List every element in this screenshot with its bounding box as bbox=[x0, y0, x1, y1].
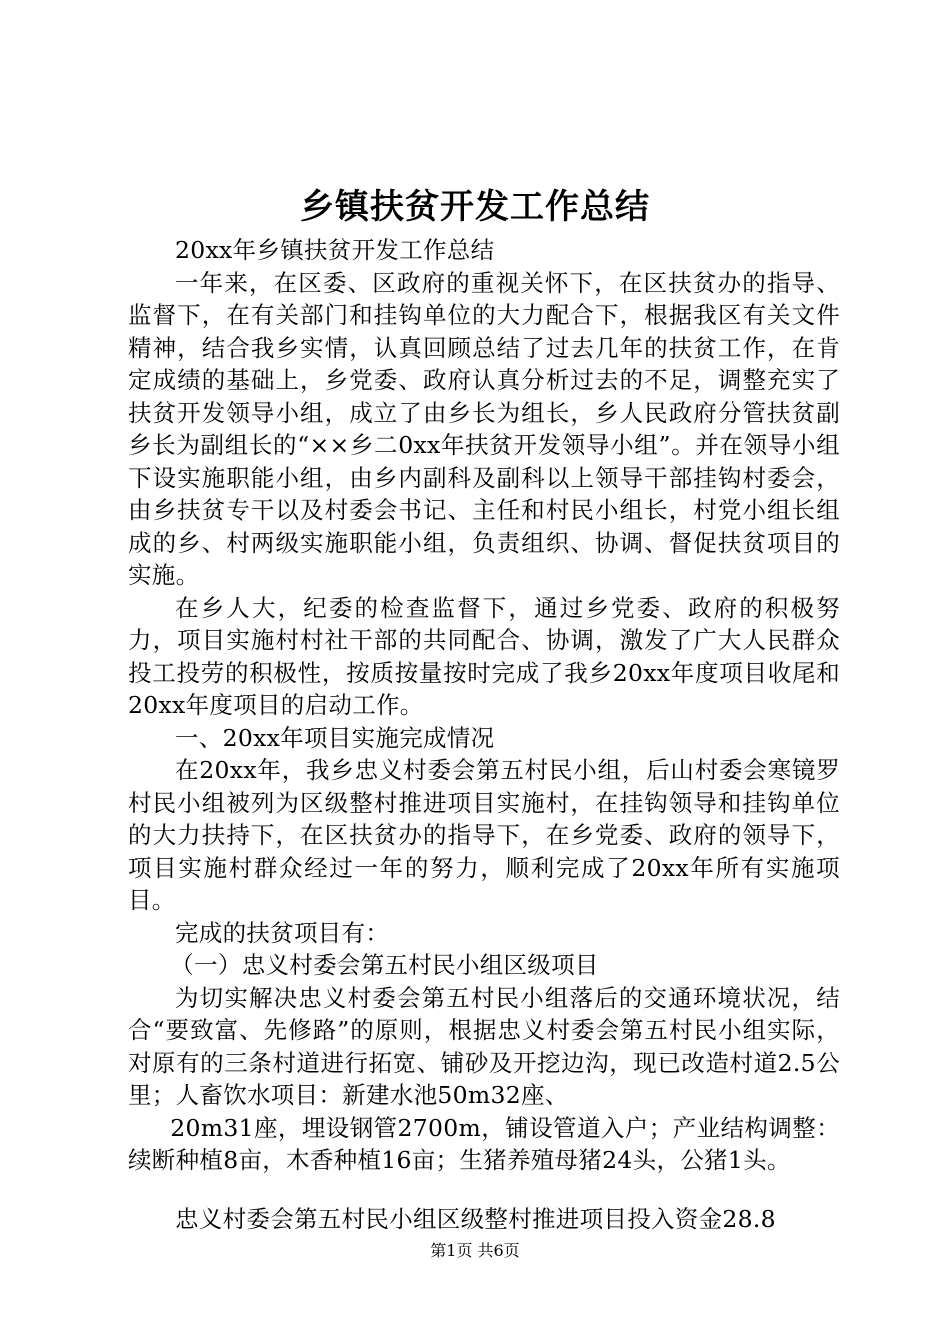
body-paragraph: 在乡人大，纪委的检查监督下，通过乡党委、政府的积极努力，项目实施村村社干部的共同配合、协调，激发了广大人民群众投工投劳的积极性，按质按量按时完成了我乡20xx年度项目收尾和20xx年度项目的启动工作。 bbox=[128, 593, 840, 719]
document-title: 乡镇扶贫开发工作总结 bbox=[300, 187, 650, 227]
subsection-heading: （一）忠义村委会第五村民小组区级项目 bbox=[170, 951, 599, 979]
body-paragraph: 为切实解决忠义村委会第五村民小组落后的交通环境状况，结合“要致富、先修路”的原则，根据忠义村委会第五村民小组实际，对原有的三条村道进行拓宽、铺砂及开挖边沟，现已改造村道2.5公里；人畜饮水项目：新建水池50m32座、 bbox=[128, 983, 840, 1109]
document-body bbox=[128, 234, 840, 1235]
body-paragraph: 20m31座，埋设钢管2700m，铺设管道入户；产业结构调整：续断种植8亩，木香种植16亩；生猪养殖母猪24头，公猪1头。 bbox=[128, 1113, 840, 1174]
subtitle-paragraph: 20xx年乡镇扶贫开发工作总结 bbox=[175, 236, 495, 264]
body-paragraph: 一年来，在区委、区政府的重视关怀下，在区扶贫办的指导、监督下，在有关部门和挂钩单位的大力配合下，根据我区有关文件精神，结合我乡实情，认真回顾总结了过去几年的扶贫工作，在肯定成绩的基础上，乡党委、政府认真分析过去的不足，调整充实了扶贫开发领导小组，成立了由乡长为组长，乡人民政府分管扶贫副乡长为副组长的“××乡二0xx年扶贫开发领导小组”。并在领导小组下设实施职能小组，由乡内副科及副科以上领导干部挂钩村委会，由乡扶贫专干以及村委会书记、主任和村民小组长，村党小组长组成的乡、村两级实施职能小组，负责组织、协调、督促扶贫项目的实施。 bbox=[128, 268, 840, 589]
body-paragraph: 忠义村委会第五村民小组区级整村推进项目投入资金28.8 bbox=[175, 1204, 776, 1233]
body-paragraph: 完成的扶贫项目有： bbox=[175, 918, 390, 947]
page-footer: 第1页 共6页 bbox=[430, 1241, 520, 1260]
section-heading: 一、20xx年项目实施完成情况 bbox=[175, 723, 495, 752]
body-paragraph: 在20xx年，我乡忠义村委会第五村民小组，后山村委会寒镜罗村民小组被列为区级整村推进项目实施村，在挂钩领导和挂钩单位的大力扶持下，在区扶贫办的指导下，在乡党委、政府的领导下，项目实施村群众经过一年的努力，顺利完成了20xx年所有实施项目。 bbox=[128, 756, 840, 914]
